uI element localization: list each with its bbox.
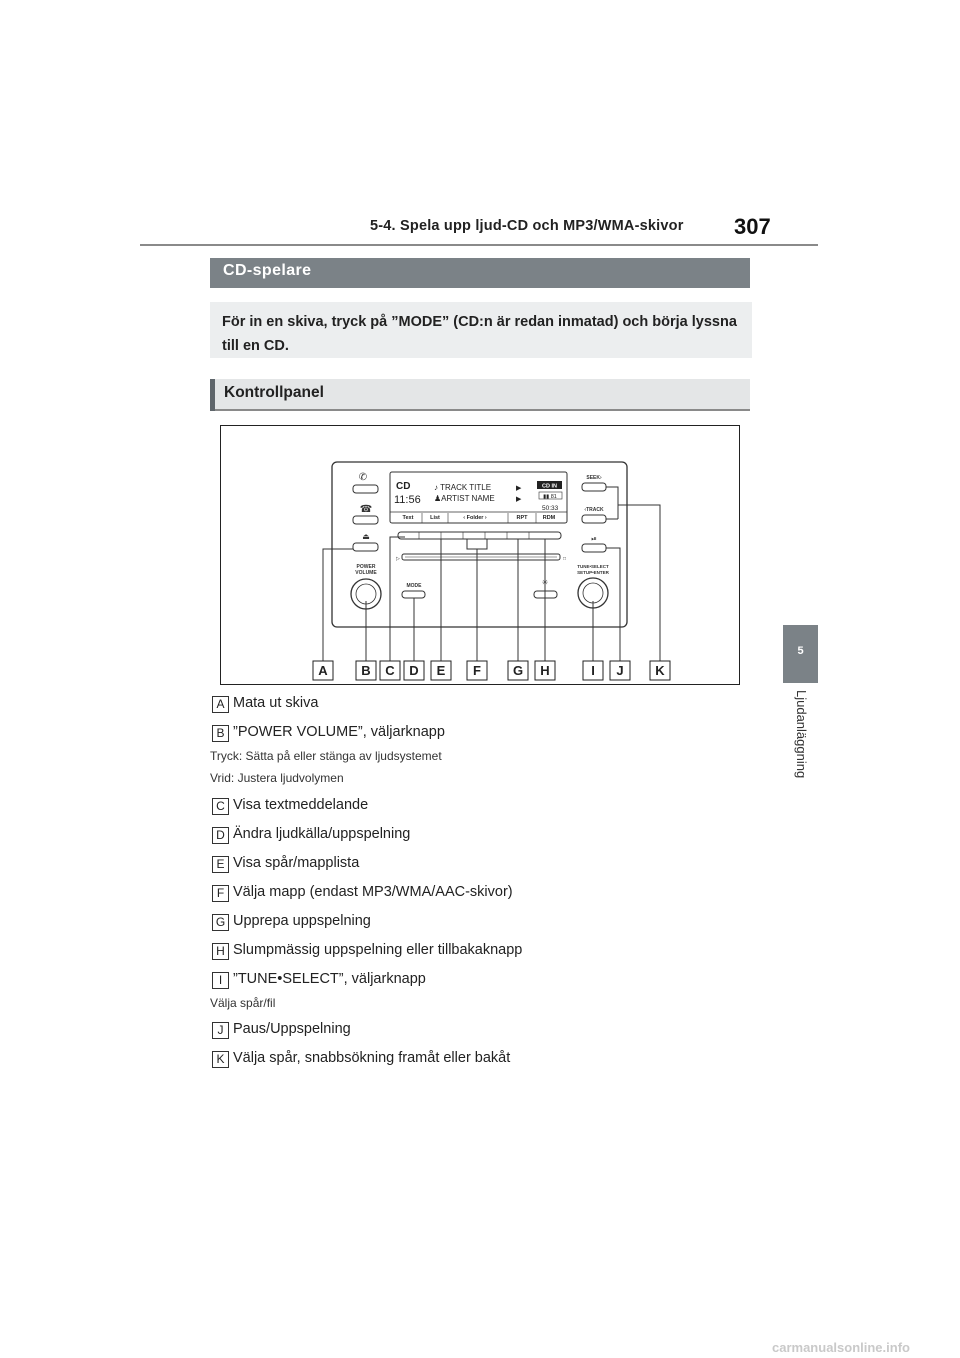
callout-g: G (512, 663, 524, 678)
callout-f: F (473, 663, 481, 678)
svg-text:▷: ▷ (396, 556, 400, 562)
phone-hangup-icon: ☎ (359, 504, 373, 515)
softkey-folder: ‹ Folder › (463, 515, 487, 521)
display-clock: 11:56 (394, 494, 421, 506)
cd-player-heading (210, 258, 750, 288)
item-note-b-2: Vrid: Justera ljudvolymen (210, 771, 344, 785)
item-text-g: Upprepa uppspelning (233, 913, 371, 929)
control-panel-heading (210, 379, 750, 411)
item-text-j: Paus/Uppspelning (233, 1021, 351, 1037)
mode-button (402, 591, 425, 598)
svg-text:□: □ (563, 556, 567, 562)
heading-accent-bar (210, 379, 215, 411)
display-source: CD (396, 481, 411, 492)
svg-text:▶: ▶ (516, 485, 522, 492)
item-label-d: D (212, 827, 229, 844)
seek-label: SEEK› (586, 475, 602, 481)
item-text-e: Visa spår/mapplista (233, 855, 360, 871)
callout-k: K (655, 663, 665, 678)
item-label-i: I (212, 972, 229, 989)
chapter-number: 5 (797, 645, 804, 657)
svg-text:▶: ▶ (516, 496, 522, 503)
play-pause-button (582, 544, 606, 552)
callout-h: H (540, 663, 550, 678)
item-label-b: B (212, 725, 229, 742)
softkey-button-row (398, 532, 561, 539)
item-note-b-1: Tryck: Sätta på eller stänga av ljudsystemet (210, 749, 442, 763)
phone-pickup-button (353, 485, 378, 493)
softkey-rdm: RDM (542, 515, 556, 521)
svg-text:CD IN: CD IN (542, 483, 557, 490)
item-label-g: G (212, 914, 229, 931)
item-text-d: Ändra ljudkälla/uppspelning (233, 826, 411, 842)
callout-j: J (616, 663, 624, 678)
item-label-k: K (212, 1051, 229, 1068)
display-artist-name: ♟ARTIST NAME (434, 494, 495, 503)
track-button (582, 515, 606, 523)
item-label-h: H (212, 943, 229, 960)
control-panel-figure (220, 425, 740, 685)
item-label-c: C (212, 798, 229, 815)
item-label-e: E (212, 856, 229, 873)
tune-select-label-1: TUNE•SELECT (577, 564, 609, 569)
item-note-i-1: Välja spår/fil (210, 996, 276, 1010)
power-volume-label-2: VOLUME (355, 570, 377, 576)
watermark: carmanualsonline.info (772, 1340, 910, 1355)
page-number: 307 (734, 214, 771, 239)
intro-box (210, 302, 752, 358)
mode-label: MODE (406, 583, 422, 589)
softkey-list: List (430, 515, 440, 521)
tune-select-label-2: SETUP•ENTER (577, 570, 609, 575)
item-text-h: Slumpmässig uppspelning eller tillbakaknapp (233, 942, 523, 958)
svg-text:▮▮ 81: ▮▮ 81 (543, 494, 557, 500)
display-elapsed: 50:33 (542, 505, 559, 512)
power-volume-label-1: POWER (356, 564, 376, 570)
callout-e: E (436, 663, 446, 678)
item-text-a: Mata ut skiva (233, 695, 319, 711)
softkey-rpt: RPT (516, 515, 528, 521)
softkey-text: Text (402, 515, 414, 521)
item-text-i: ”TUNE•SELECT”, väljarknapp (233, 971, 426, 987)
phone-pickup-icon: ✆ (358, 472, 368, 483)
item-label-f: F (212, 885, 229, 902)
callout-d: D (409, 663, 419, 678)
chapter-label-text: Ljudanläggning (794, 690, 809, 779)
item-label-a: A (212, 696, 229, 713)
callout-b: B (361, 663, 371, 678)
chapter-label (785, 690, 815, 800)
eject-icon: ⏏ (362, 532, 370, 541)
item-text-c: Visa textmeddelande (233, 797, 369, 813)
item-text-b: ”POWER VOLUME”, väljarknapp (233, 724, 445, 740)
track-label: ‹TRACK (584, 507, 604, 513)
cd-player-title: CD-spelare (223, 262, 312, 279)
header-divider (140, 244, 818, 246)
item-text-f: Välja mapp (endast MP3/WMA/AAC-skivor) (233, 884, 513, 900)
callout-a: A (318, 663, 328, 678)
item-label-j: J (212, 1022, 229, 1039)
play-pause-icon: ⏯ (591, 536, 597, 543)
section-title: 5-4. Spela upp ljud-CD och MP3/WMA-skivor (370, 218, 684, 234)
control-panel-title: Kontrollpanel (224, 384, 324, 401)
intro-text: För in en skiva, tryck på ”MODE” (CD:n är redan inmatad) och börja lyssna till en CD. (222, 314, 737, 354)
phone-hangup-button (353, 516, 378, 524)
svg-text:✳: ✳ (541, 578, 549, 587)
seek-button (582, 483, 606, 491)
callout-i: I (591, 663, 595, 678)
eject-button (353, 543, 378, 551)
callout-c: C (385, 663, 395, 678)
display-track-title: ♪ TRACK TITLE (434, 483, 492, 492)
item-text-k: Välja spår, snabbsökning framåt eller bakåt (233, 1050, 511, 1066)
